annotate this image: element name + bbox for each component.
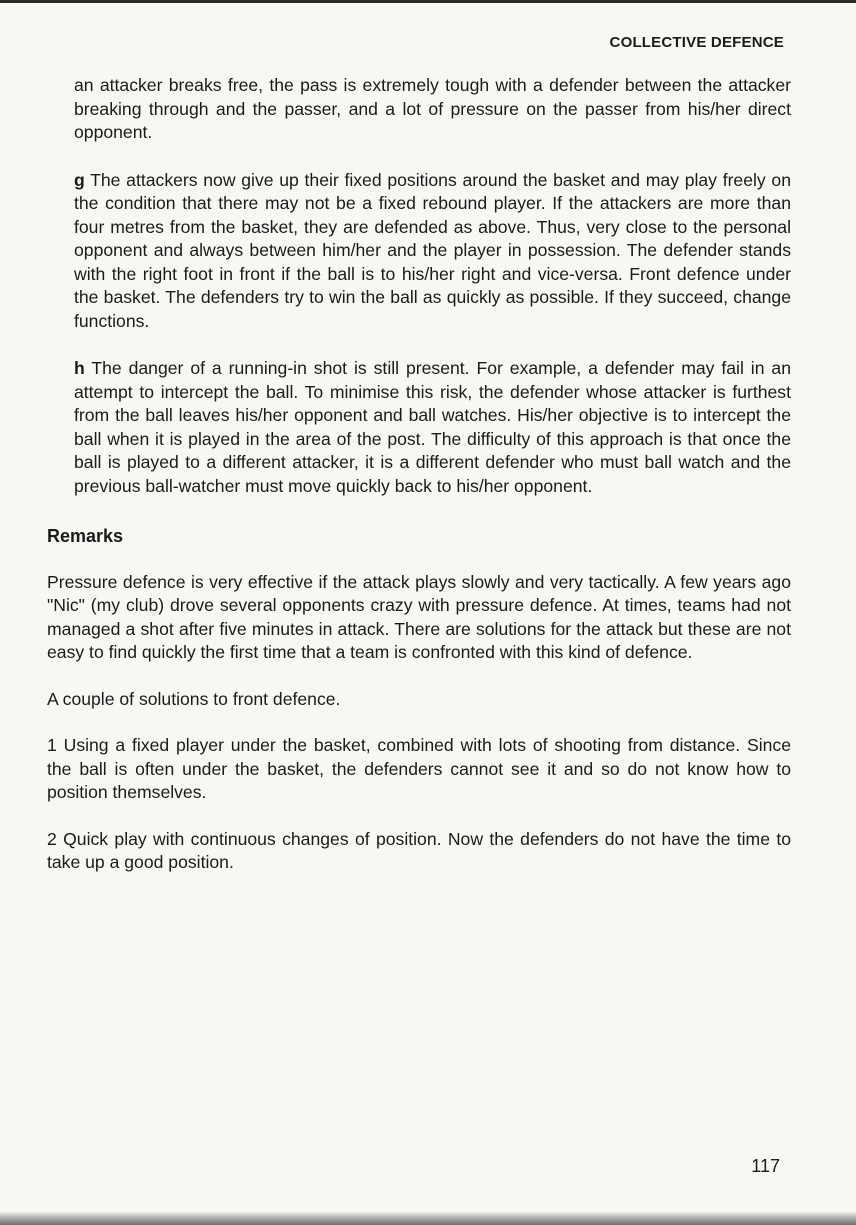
page-body <box>47 74 791 875</box>
remarks-paragraph: Pressure defence is very effective if the attack plays slowly and very tactically. A few years ago "Nic" (my club) drove several opponents crazy with pressure defence. At times, teams had not managed a shot after five minutes in attack. There are solutions for the attack but these are not easy to find quickly the first time that a team is confronted with this kind of defence. <box>47 571 791 662</box>
item-letter-h: h <box>74 358 85 378</box>
solution-1: 1 Using a fixed player under the basket, combined with lots of shooting from distance. Since the ball is often under the basket, the defenders cannot see it and so do not know how to position themselves. <box>47 735 791 802</box>
top-rule <box>0 0 856 3</box>
solutions-intro: A couple of solutions to front defence. <box>47 688 341 709</box>
paragraph-h <box>47 357 791 498</box>
remarks-heading: Remarks <box>47 526 124 546</box>
page-number: 117 <box>751 1156 780 1176</box>
running-header: COLLECTIVE DEFENCE <box>609 34 784 51</box>
continued-paragraph: an attacker breaks free, the pass is extremely tough with a defender between the attacker breaking through and the passer, and a lot of pressure on the passer from his/her direct opponent. <box>74 75 791 142</box>
paragraph-g-text: The attackers now give up their fixed positions around the basket and may play freely on the condition that there may not be a fixed rebound player. If the attackers are more than four metres from the basket, they are defended as above. Thus, very close to the personal opponent and always between him/her and the player in possession. The defender stands with the right foot in front if the ball is to his/her right and vice-versa. Front defence under the basket. The defenders try to win the ball as quickly as possible. If they succeed, change functions. <box>74 169 791 331</box>
solution-2: 2 Quick play with continuous changes of position. Now the defenders do not have the time to take up a good position. <box>47 828 791 872</box>
paragraph-g <box>47 169 791 334</box>
item-letter-g: g <box>74 169 85 190</box>
scan-edge-shadow <box>0 1211 856 1225</box>
paragraph-h-text: The danger of a running-in shot is still present. For example, a defender may fail in an attempt to intercept the ball. To minimise this risk, the defender whose attacker is furthest from the ball leaves his/her opponent and ball watches. His/her objective is to intercept the ball when it is played in the area of the post. The difficulty of this approach is that once the ball is played to a different attacker, it is a different defender who must ball watch and the previous ball-watcher must move quickly back to his/her opponent. <box>74 358 791 496</box>
